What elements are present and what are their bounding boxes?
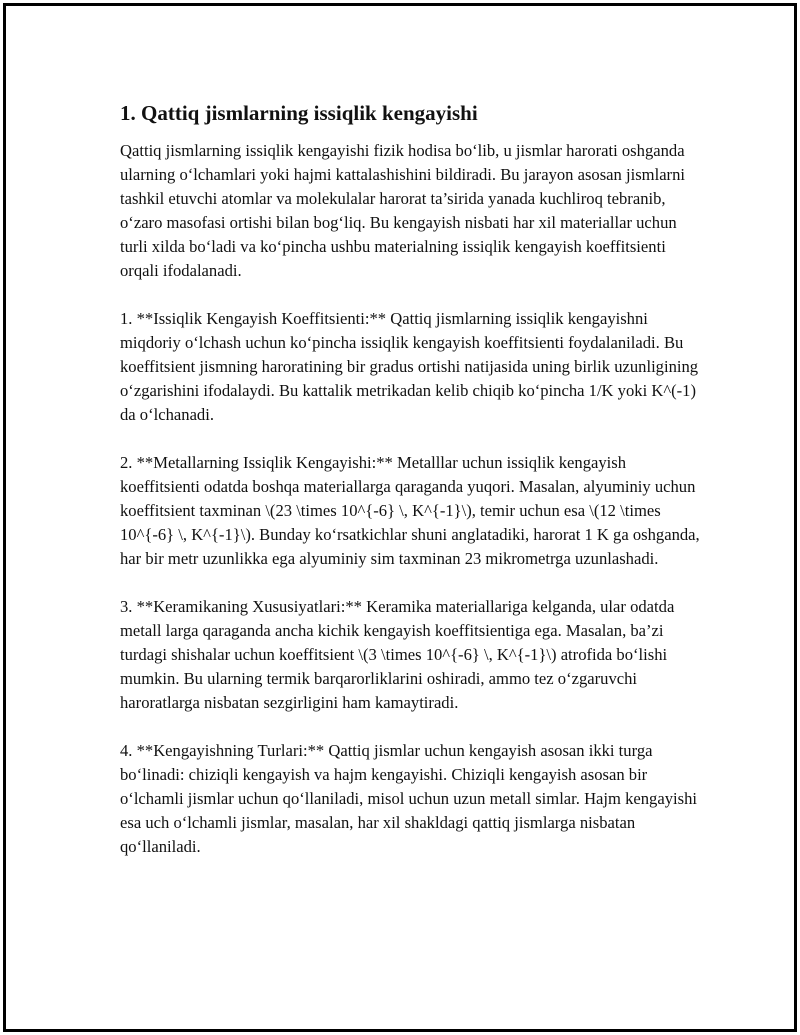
paragraph-metals-expansion: 2. **Metallarning Issiqlik Kengayishi:** Metalllar uchun issiqlik kengayish koeffitsienti odatda boshqa materiallarga qaraganda yuqori. Masalan, alyuminiy uchun koeffitsient taxminan \(23 \times 10^{-6} \, K^{-1}\), temir uchun esa \(12 \times 10^{-6} \, K^{-1}\). Bunday ko‘rsatkichlar shuni anglatadiki, harorat 1 K ga oshganda, har bir metr uzunlikka ega alyuminiy sim taxminan 23 mikrometrga uzunlashadi. <box>120 453 700 568</box>
document-body <box>120 99 700 883</box>
intro-paragraph: Qattiq jismlarning issiqlik kengayishi fizik hodisa bo‘lib, u jismlar harorati oshganda ularning o‘lchamlari yoki hajmi kattalashishini bildiradi. Bu jarayon asosan jismlarni tashkil etuvchi atomlar va molekulalar harorat ta’sirida yanada kuchliroq tebranib, o‘zaro masofasi ortishi bilan bog‘liq. Bu kengayish nisbati har xil materiallar uchun turli xilda bo‘ladi va ko‘pincha ushbu materialning issiqlik kengayish koeffitsienti orqali ifodalanadi. <box>120 141 685 280</box>
page-frame <box>3 3 797 1032</box>
paragraph-expansion-types: 4. **Kengayishning Turlari:** Qattiq jismlar uchun kengayish asosan ikki turga bo‘linadi: chiziqli kengayish va hajm kengayishi. Chiziqli kengayish asosan bir o‘lchamli jismlar uchun qo‘llaniladi, misol uchun uzun metall simlar. Hajm kengayishi esa uch o‘lchamli jismlar, masalan, har xil shakldagi qattiq jismlarga nisbatan qo‘llaniladi. <box>120 741 697 856</box>
paragraph-ceramics-properties: 3. **Keramikaning Xususiyatlari:** Keramika materiallariga kelganda, ular odatda metall larga qaraganda ancha kichik kengayish koeffitsientiga ega. Masalan, ba’zi turdagi shishalar uchun koeffitsient \(3 \times 10^{-6} \, K^{-1}\) atrofida bo‘lishi mumkin. Bu ularning termik barqarorliklarini oshiradi, ammo tez o‘zgaruvchi haroratlarga nisbatan sezgirligini ham kamaytiradi. <box>120 597 675 712</box>
page-title: 1. Qattiq jismlarning issiqlik kengayishi <box>120 101 478 125</box>
paragraph-expansion-coefficient: 1. **Issiqlik Kengayish Koeffitsienti:** Qattiq jismlarning issiqlik kengayishni miqdoriy o‘lchash uchun ko‘pincha issiqlik kengayish koeffitsienti foydalaniladi. Bu koeffitsient jismning haroratining bir gradus ortishi natijasida uning birlik uzunligining o‘zgarishini ifodalaydi. Bu kattalik metrikadan kelib chiqib ko‘pincha 1/K yoki K^(-1) da o‘lchanadi. <box>120 309 699 424</box>
